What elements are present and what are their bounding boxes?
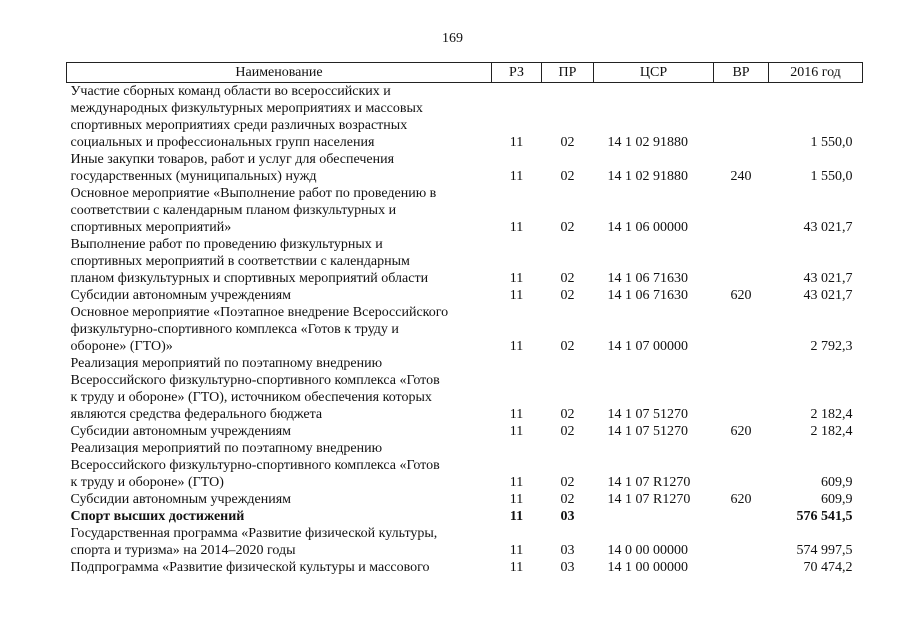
row-csr: 14 1 06 71630 xyxy=(607,288,688,303)
row-name-line: Спорт высших достижений xyxy=(70,509,245,524)
table-row xyxy=(67,491,863,508)
row-name xyxy=(67,508,492,525)
row-name xyxy=(67,440,492,491)
header-pr: ПР xyxy=(542,63,594,83)
header-name: Наименование xyxy=(67,63,492,83)
row-amount: 2 182,4 xyxy=(810,424,853,439)
header-csr: ЦСР xyxy=(594,63,714,83)
row-rz: 11 xyxy=(509,509,524,524)
table-body xyxy=(67,83,863,577)
row-name-line: Подпрограмма «Развитие физической культуры и массового xyxy=(70,560,430,575)
row-vr xyxy=(714,236,769,287)
row-pr: 02 xyxy=(560,424,575,439)
row-name-line: Всероссийского физкультурно-спортивного комплекса «Готов xyxy=(70,458,440,473)
row-vr xyxy=(714,559,769,576)
table-header-row xyxy=(67,63,863,83)
row-rz: 11 xyxy=(509,407,524,422)
row-csr: 14 1 07 R1270 xyxy=(607,475,691,490)
row-vr: 620 xyxy=(730,492,752,507)
row-name-line: спортивных мероприятиях среди различных возрастных xyxy=(70,118,408,133)
row-name-line: Субсидии автономным учреждениям xyxy=(70,424,292,439)
row-amount: 609,9 xyxy=(821,475,853,490)
row-pr: 03 xyxy=(560,560,575,575)
row-name xyxy=(67,83,492,152)
row-csr xyxy=(594,508,714,525)
row-name-line: международных физкультурных мероприятиях и массовых xyxy=(70,101,423,116)
header-rz: РЗ xyxy=(492,63,542,83)
table-row xyxy=(67,185,863,236)
row-amount: 2 792,3 xyxy=(810,339,853,354)
row-amount: 70 474,2 xyxy=(803,560,853,575)
row-name xyxy=(67,304,492,355)
row-name xyxy=(67,525,492,559)
row-pr: 02 xyxy=(560,288,575,303)
row-name-line: Участие сборных команд области во всероссийских и xyxy=(70,84,391,99)
row-csr: 14 0 00 00000 xyxy=(607,543,688,558)
row-csr: 14 1 07 51270 xyxy=(607,424,688,439)
row-rz: 11 xyxy=(509,424,524,439)
row-amount: 574 997,5 xyxy=(796,543,853,558)
row-pr: 03 xyxy=(560,543,575,558)
row-rz: 11 xyxy=(509,220,524,235)
table-row xyxy=(67,525,863,559)
row-rz: 11 xyxy=(509,339,524,354)
row-name-line: спортивных мероприятий» xyxy=(70,220,232,235)
row-name xyxy=(67,151,492,185)
row-name xyxy=(67,355,492,423)
row-amount: 576 541,5 xyxy=(796,509,853,524)
row-rz: 11 xyxy=(509,543,524,558)
row-rz: 11 xyxy=(509,560,524,575)
row-pr: 02 xyxy=(560,271,575,286)
row-name-line: обороне» (ГТО)» xyxy=(70,339,173,354)
table-row xyxy=(67,508,863,525)
row-csr: 14 1 00 00000 xyxy=(607,560,688,575)
row-rz: 11 xyxy=(509,135,524,150)
row-vr xyxy=(714,355,769,423)
row-name xyxy=(67,423,492,440)
row-csr: 14 1 07 51270 xyxy=(607,407,688,422)
row-name-line: Основное мероприятие «Поэтапное внедрение Всероссийского xyxy=(70,305,449,320)
row-name-line: планом физкультурных и спортивных мероприятий области xyxy=(70,271,429,286)
row-rz: 11 xyxy=(509,169,524,184)
row-csr: 14 1 06 71630 xyxy=(607,271,688,286)
header-vr: ВР xyxy=(714,63,769,83)
table-row xyxy=(67,355,863,423)
row-pr: 02 xyxy=(560,407,575,422)
row-vr xyxy=(714,304,769,355)
row-amount: 609,9 xyxy=(821,492,853,507)
row-name xyxy=(67,559,492,576)
row-vr: 620 xyxy=(730,288,752,303)
row-name-line: Субсидии автономным учреждениям xyxy=(70,492,292,507)
row-pr: 02 xyxy=(560,135,575,150)
row-vr: 620 xyxy=(730,424,752,439)
table-row xyxy=(67,304,863,355)
row-amount: 2 182,4 xyxy=(810,407,853,422)
row-rz: 11 xyxy=(509,271,524,286)
row-pr: 03 xyxy=(560,509,575,524)
row-amount: 1 550,0 xyxy=(810,169,853,184)
table-row xyxy=(67,287,863,304)
row-name-line: Основное мероприятие «Выполнение работ по проведению в xyxy=(70,186,437,201)
row-name-line: Выполнение работ по проведению физкультурных и xyxy=(70,237,383,252)
row-name xyxy=(67,185,492,236)
row-amount: 43 021,7 xyxy=(803,288,853,303)
row-name-line: государственных (муниципальных) нужд xyxy=(70,169,317,184)
page-number: 169 xyxy=(442,31,463,46)
row-name-line: Иные закупки товаров, работ и услуг для обеспечения xyxy=(70,152,395,167)
row-name-line: спортивных мероприятий в соответствии с календарным xyxy=(70,254,410,269)
table-row xyxy=(67,423,863,440)
row-amount: 43 021,7 xyxy=(803,271,853,286)
row-vr xyxy=(714,440,769,491)
row-pr: 02 xyxy=(560,475,575,490)
row-name-line: Субсидии автономным учреждениям xyxy=(70,288,292,303)
row-name xyxy=(67,236,492,287)
table-row xyxy=(67,83,863,152)
row-csr: 14 1 02 91880 xyxy=(607,135,688,150)
row-csr: 14 1 07 00000 xyxy=(607,339,688,354)
row-name-line: являются средства федерального бюджета xyxy=(70,407,323,422)
row-rz: 11 xyxy=(509,492,524,507)
row-rz: 11 xyxy=(509,475,524,490)
row-name-line: физкультурно-спортивного комплекса «Готов к труду и xyxy=(70,322,399,337)
row-csr: 14 1 02 91880 xyxy=(607,169,688,184)
table-row xyxy=(67,151,863,185)
row-rz: 11 xyxy=(509,288,524,303)
row-pr: 02 xyxy=(560,339,575,354)
row-name-line: Реализация мероприятий по поэтапному внедрению xyxy=(70,356,383,371)
table-row xyxy=(67,440,863,491)
row-name-line: спорта и туризма» на 2014–2020 годы xyxy=(70,543,296,558)
row-pr: 02 xyxy=(560,492,575,507)
row-vr xyxy=(714,185,769,236)
row-vr: 240 xyxy=(730,169,752,184)
row-csr: 14 1 06 00000 xyxy=(607,220,688,235)
table-row xyxy=(67,559,863,576)
table-row xyxy=(67,236,863,287)
row-name-line: социальных и профессиональных групп населения xyxy=(70,135,375,150)
row-name xyxy=(67,287,492,304)
row-name-line: Реализация мероприятий по поэтапному внедрению xyxy=(70,441,383,456)
row-csr: 14 1 07 R1270 xyxy=(607,492,691,507)
row-amount: 1 550,0 xyxy=(810,135,853,150)
row-name-line: Всероссийского физкультурно-спортивного комплекса «Готов xyxy=(70,373,440,388)
row-pr: 02 xyxy=(560,169,575,184)
row-vr xyxy=(714,525,769,559)
row-name-line: к труду и обороне» (ГТО) xyxy=(70,475,224,490)
row-name-line: к труду и обороне» (ГТО), источником обеспечения которых xyxy=(70,390,432,405)
row-vr xyxy=(714,508,769,525)
row-vr xyxy=(714,83,769,152)
row-name-line: соответствии с календарным планом физкультурных и xyxy=(70,203,397,218)
row-name xyxy=(67,491,492,508)
budget-table xyxy=(66,62,863,576)
row-amount: 43 021,7 xyxy=(803,220,853,235)
header-amount: 2016 год xyxy=(769,63,863,83)
row-name-line: Государственная программа «Развитие физической культуры, xyxy=(70,526,438,541)
row-pr: 02 xyxy=(560,220,575,235)
